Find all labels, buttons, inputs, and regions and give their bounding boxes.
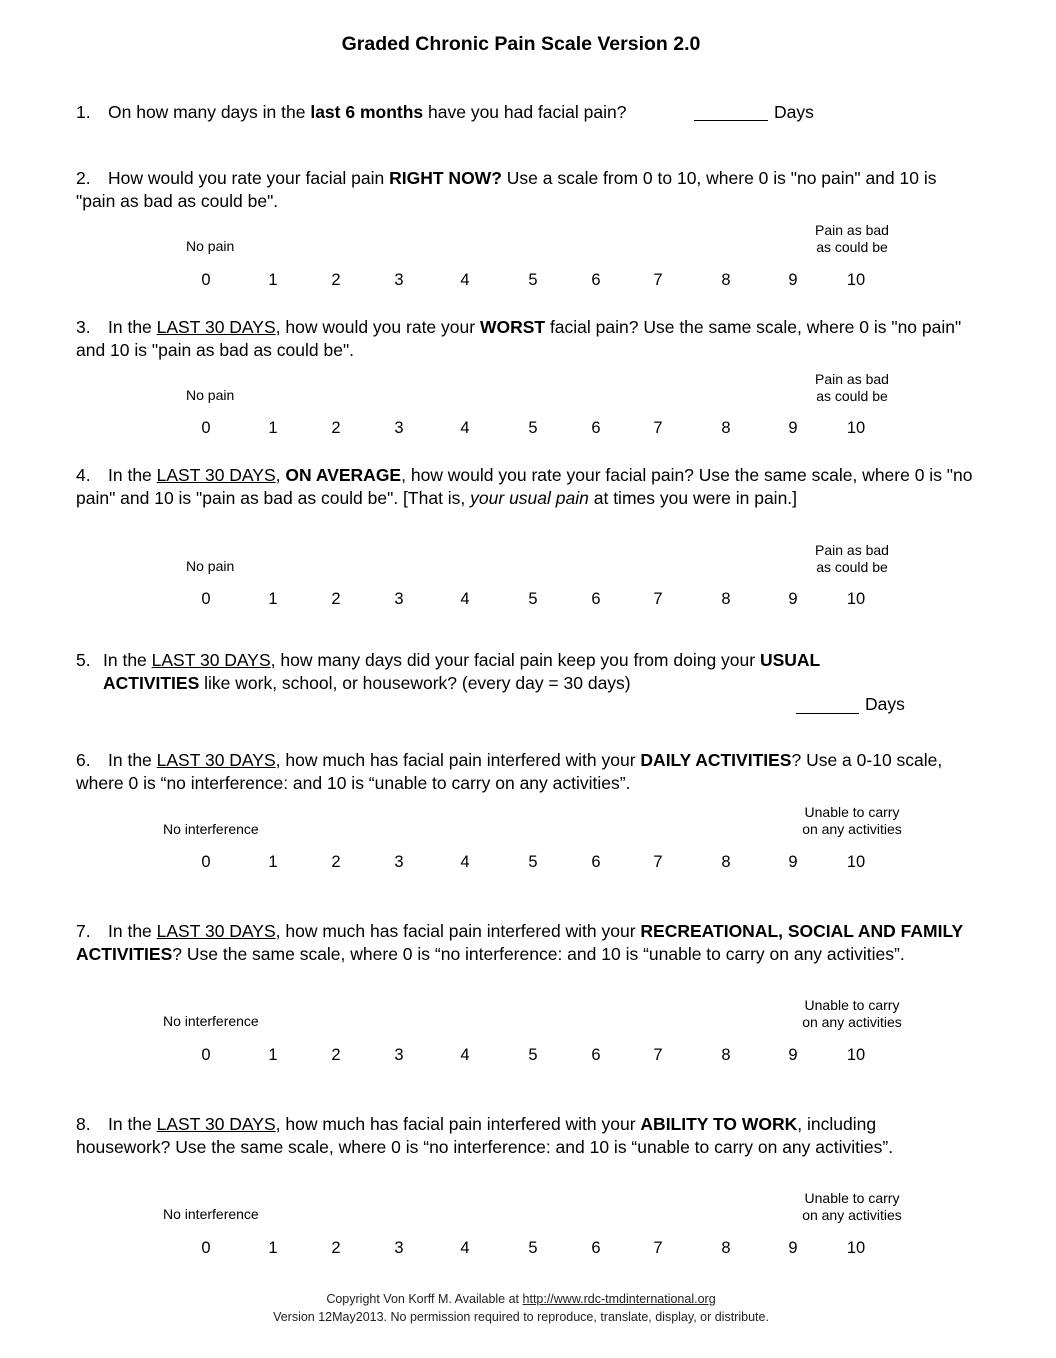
question-3 [76,316,976,361]
scale-option-q2-3[interactable]: 3 [394,271,404,289]
scale-right-anchor-line: as could be [816,238,888,255]
question-text: In the [108,750,157,770]
scale-option-q8-9[interactable]: 9 [788,1239,798,1257]
scale-option-q6-9[interactable]: 9 [788,853,798,871]
scale-option-q6-0[interactable]: 0 [201,853,211,871]
question-text: In the [108,465,157,485]
question-text: In the [103,650,152,670]
question-text: facial pain? Use the same scale, where 0 is "no pain" and 10 is "pain as bad as could be". [76,317,962,360]
scale-option-q3-10[interactable]: 10 [846,419,866,437]
scale-right-anchor-line: Unable to carry [804,804,900,820]
scale-option-q8-10[interactable]: 10 [846,1239,866,1257]
question-6 [76,749,976,794]
scale-option-q4-9[interactable]: 9 [788,590,798,608]
scale-option-q8-0[interactable]: 0 [201,1239,211,1257]
scale-option-q7-8[interactable]: 8 [721,1046,731,1064]
question-8 [76,1113,966,1158]
question-number: 8. [76,1114,91,1134]
scale-option-q6-3[interactable]: 3 [394,853,404,871]
scale-option-q4-6[interactable]: 6 [591,590,601,608]
scale-right-anchor [772,804,932,837]
question-number: 5. [76,650,91,670]
scale-option-q8-6[interactable]: 6 [591,1239,601,1257]
scale-option-q3-7[interactable]: 7 [653,419,663,437]
scale-right-anchor-line: on any activities [802,1206,902,1223]
scale-option-q3-6[interactable]: 6 [591,419,601,437]
question-text: ? Use the same scale, where 0 is “no interference: and 10 is “unable to carry on any activities”. [172,943,905,964]
scale-option-q7-4[interactable]: 4 [460,1046,470,1064]
question-text: , how would you rate your [275,317,480,337]
question-2 [76,167,956,212]
scale-option-q6-5[interactable]: 5 [528,853,538,871]
question-underline: LAST 30 DAYS [156,921,276,941]
scale-option-q3-9[interactable]: 9 [788,419,798,437]
scale-option-q8-8[interactable]: 8 [721,1239,731,1257]
question-text: In the [108,921,157,941]
scale-option-q2-8[interactable]: 8 [721,271,731,289]
scale-left-anchor: No pain [186,238,235,254]
question-5 [76,649,956,694]
question-emphasis: ABILITY TO WORK [640,1114,798,1134]
rating-scale-q4 [0,589,1056,609]
scale-option-q4-7[interactable]: 7 [653,590,663,608]
scale-option-q3-4[interactable]: 4 [460,419,470,437]
footer-copyright-text: Copyright Von Korff M. Available at [326,1292,523,1306]
question-emphasis: RECREATIONAL, SOCIAL AND FAMILY ACTIVITIES [76,921,963,964]
scale-option-q8-4[interactable]: 4 [460,1239,470,1257]
footer-copyright-line [0,1290,1042,1308]
page-title: Graded Chronic Pain Scale Version 2.0 [341,33,701,55]
question-number: 6. [76,750,91,770]
scale-option-q6-1[interactable]: 1 [268,853,278,871]
days-answer-blank[interactable] [796,697,859,714]
question-text: Use a scale from 0 to 10, where 0 is "no pain" and 10 is "pain as bad as could be". [76,168,937,211]
scale-option-q2-4[interactable]: 4 [460,271,470,289]
scale-right-anchor-line: Unable to carry [804,1190,900,1206]
scale-option-q4-5[interactable]: 5 [528,590,538,608]
scale-option-q8-1[interactable]: 1 [268,1239,278,1257]
scale-option-q3-2[interactable]: 2 [331,419,341,437]
scale-right-anchor-line: on any activities [802,1013,902,1030]
question-text: , how would you rate your facial pain? Use the same scale, where 0 is "no pain" and 10 is "pain as bad as could be". [That is, [76,465,973,508]
question-text: ? Use a 0-10 scale, where 0 is “no interference: and 10 is “unable to carry on any activities”. [76,750,943,793]
scale-option-q7-7[interactable]: 7 [653,1046,663,1064]
scale-option-q3-8[interactable]: 8 [721,419,731,437]
scale-option-q7-9[interactable]: 9 [788,1046,798,1064]
question-underline: LAST 30 DAYS [156,317,276,337]
scale-option-q2-1[interactable]: 1 [268,271,278,289]
question-text: In the [108,317,157,337]
scale-option-q3-5[interactable]: 5 [528,419,538,437]
question-1 [76,101,976,124]
question-text: In the [108,1114,157,1134]
scale-option-q7-0[interactable]: 0 [201,1046,211,1064]
scale-left-anchor: No interference [163,821,259,837]
scale-option-q2-7[interactable]: 7 [653,271,663,289]
scale-right-anchor-line: Pain as bad [815,371,889,387]
scale-option-q8-2[interactable]: 2 [331,1239,341,1257]
scale-option-q7-6[interactable]: 6 [591,1046,601,1064]
question-4 [76,464,976,509]
scale-option-q7-3[interactable]: 3 [394,1046,404,1064]
question-text: On how many days in the [108,102,311,122]
question-number: 2. [76,168,91,188]
question-emphasis: RIGHT NOW? [389,168,502,188]
question-text: like work, school, or housework? (every day = 30 days) [199,672,631,693]
question-italic: your usual pain [470,487,589,508]
question-underline: LAST 30 DAYS [156,1114,276,1134]
rating-scale-q6 [0,852,1056,872]
question-number: 7. [76,921,91,941]
scale-option-q3-0[interactable]: 0 [201,419,211,437]
scale-option-q4-1[interactable]: 1 [268,590,278,608]
question-text: , how much has facial pain interfered with your [275,750,641,770]
scale-option-q2-9[interactable]: 9 [788,271,798,289]
question-emphasis: WORST [479,317,546,337]
question-text: , how many days did your facial pain keep you from doing your [270,650,760,670]
question-text: have you had facial pain? [423,102,627,122]
question-text: , including housework? Use the same scale, where 0 is “no interference: and 10 is “unable to carry on any activities”. [76,1114,894,1157]
scale-left-anchor: No interference [163,1206,259,1222]
scale-option-q4-4[interactable]: 4 [460,590,470,608]
rating-scale-q8 [0,1238,1056,1258]
scale-option-q4-0[interactable]: 0 [201,590,211,608]
scale-option-q4-3[interactable]: 3 [394,590,404,608]
scale-option-q3-1[interactable]: 1 [268,419,278,437]
scale-right-anchor [772,222,932,255]
question-emphasis: USUAL [759,650,821,670]
question-underline: LAST 30 DAYS [156,750,276,770]
scale-option-q4-8[interactable]: 8 [721,590,731,608]
days-label: Days [774,102,814,122]
scale-right-anchor [772,371,932,404]
rating-scale-q7 [0,1045,1056,1065]
scale-option-q6-7[interactable]: 7 [653,853,663,871]
scale-option-q4-2[interactable]: 2 [331,590,341,608]
scale-right-anchor-line: as could be [816,387,888,404]
scale-right-anchor [772,1190,932,1223]
question-underline: LAST 30 DAYS [151,650,271,670]
scale-option-q4-10[interactable]: 10 [846,590,866,608]
scale-option-q8-3[interactable]: 3 [394,1239,404,1257]
footer [0,1290,1042,1326]
scale-option-q2-10[interactable]: 10 [846,271,866,289]
scale-right-anchor [772,997,932,1030]
scale-right-anchor-line: on any activities [802,820,902,837]
scale-option-q6-8[interactable]: 8 [721,853,731,871]
rating-scale-q2 [0,270,1056,290]
footer-version-line: Version 12May2013. No permission required to reproduce, translate, display, or distribute. [273,1310,769,1324]
question-underline: LAST 30 DAYS [156,465,276,485]
question-7 [76,920,976,965]
scale-option-q7-2[interactable]: 2 [331,1046,341,1064]
question-text: How would you rate your facial pain [108,168,390,188]
scale-option-q2-0[interactable]: 0 [201,271,211,289]
scale-left-anchor: No pain [186,558,235,574]
question-number: 4. [76,465,91,485]
days-answer-blank[interactable] [694,104,768,121]
days-label: Days [865,694,905,714]
scale-option-q6-6[interactable]: 6 [591,853,601,871]
scale-option-q6-10[interactable]: 10 [846,853,866,871]
scale-option-q2-5[interactable]: 5 [528,271,538,289]
scale-option-q8-7[interactable]: 7 [653,1239,663,1257]
footer-link[interactable]: http://www.rdc-tmdinternational.org [522,1292,716,1306]
scale-option-q8-5[interactable]: 5 [528,1239,538,1257]
scale-right-anchor-line: Pain as bad [815,542,889,558]
scale-left-anchor: No pain [186,387,235,403]
scale-option-q7-1[interactable]: 1 [268,1046,278,1064]
scale-option-q7-5[interactable]: 5 [528,1046,538,1064]
question-text: , [275,465,286,485]
question-emphasis: DAILY ACTIVITIES [640,750,792,770]
scale-right-anchor-line: as could be [816,558,888,575]
scale-option-q2-6[interactable]: 6 [591,271,601,289]
scale-left-anchor: No interference [163,1013,259,1029]
scale-option-q3-3[interactable]: 3 [394,419,404,437]
question-text: , how much has facial pain interfered with your [275,1114,641,1134]
scale-right-anchor-line: Unable to carry [804,997,900,1013]
scale-option-q2-2[interactable]: 2 [331,271,341,289]
question-number: 1. [76,102,91,122]
question-text: at times you were in pain.] [588,487,798,508]
scale-right-anchor-line: Pain as bad [815,222,889,238]
question-emphasis: ACTIVITIES [103,672,200,693]
scale-option-q7-10[interactable]: 10 [846,1046,866,1064]
question-emphasis: ON AVERAGE [285,465,402,485]
scale-option-q6-2[interactable]: 2 [331,853,341,871]
scale-option-q6-4[interactable]: 4 [460,853,470,871]
question-text: , how much has facial pain interfered with your [275,921,641,941]
question-number: 3. [76,317,91,337]
question-emphasis: last 6 months [310,102,424,122]
rating-scale-q3 [0,418,1056,438]
scale-right-anchor [772,542,932,575]
